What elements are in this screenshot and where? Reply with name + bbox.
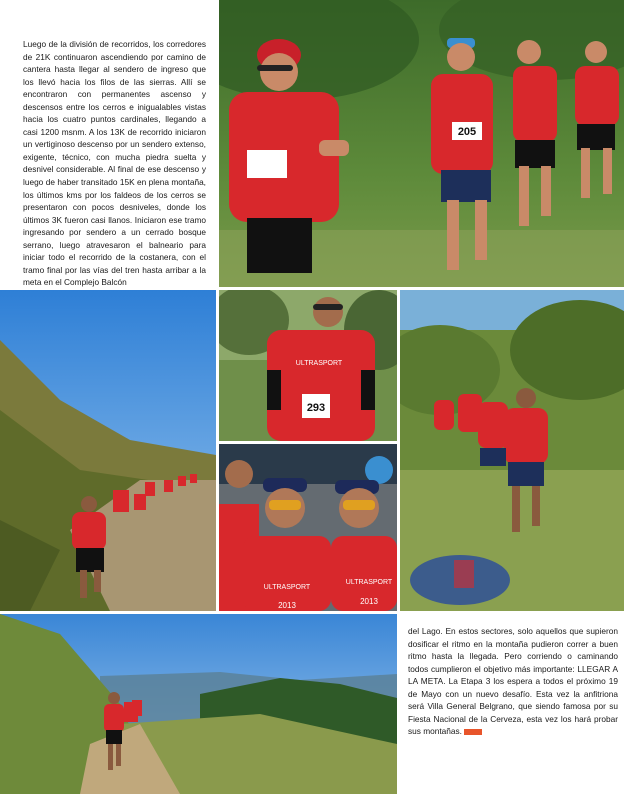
shirt-brand-label: ULTRASPORT [295, 360, 343, 367]
photo-runners-group [219, 0, 624, 287]
shirt-year-label-2: 2013 [360, 597, 378, 606]
article-text-right: del Lago. En estos sectores, solo aquellos que supieron dosificar el ritmo en la montaña pudieron correr a buen ritmo hasta la llegada. Pero corriendo o caminando todos cumplieron el objetivo más importante: LLEGAR A LA META. La Etapa 3 los espera a todos el próximo 19 de Mayo con un nuevo desafío. Esta vez la anfitriona será Villa General Belgrano, que siendo famosa por su Fiesta Nacional de la Cerveza, esta vez los hará probar sus montañas. [408, 626, 618, 737]
shirt-brand-label-3: ULTRASPORT [345, 579, 393, 586]
photo-runners-forest [400, 290, 624, 611]
bib-number-293: 293 [306, 402, 326, 414]
photo-runners-closeup [219, 444, 397, 611]
shirt-year-label: 2013 [278, 601, 296, 610]
bib-number-205: 205 [457, 126, 477, 138]
photo-runner-bib-293 [219, 290, 397, 441]
photo-valley-runners [0, 614, 397, 794]
article-column-right [408, 625, 618, 785]
photo-mountain-trail [0, 290, 216, 611]
article-column-left [23, 38, 206, 288]
article-end-mark [464, 729, 482, 735]
article-text-left: Luego de la división de recorridos, los corredores de 21K continuaron ascendiendo por camino de cantera hasta llegar al sendero de ingreso que los llevó hacia los filos de las sierras. Allí se encontraron con permanentes ascenso y descensos entre los cerros e inigualables vistas hacia los cuatro puntos cardinales, llegando a casi 1200 msnm. A los 13K de recorrido iniciaron un vertiginoso descenso por un sendero extenso, exigente, técnico, con mucha piedra suelta y desnivel considerable. Al final de ese descenso y luego de haber transitado 15K en plena montaña, los últimos kms por los faldeos de los cerros se presentaron con pocos desniveles, donde los últimos 3K fueron casi llanos. Iniciaron ese tramo ingresando por sendero a un cerrado bosque serrano, luego atravesaron el balneario para iniciar todo el recorrido de la costanera, con el tramo final por las vías del tren hasta arribar a la meta en el Complejo Balcón [23, 39, 206, 288]
shirt-brand-label-2: ULTRASPORT [263, 584, 311, 591]
